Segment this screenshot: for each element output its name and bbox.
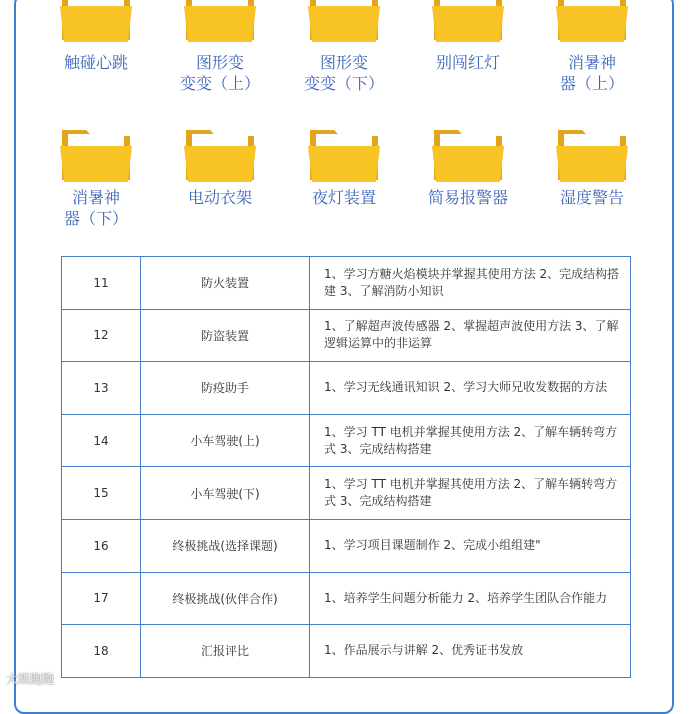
- watermark: 大班跑跑: [6, 672, 55, 686]
- lesson-number: 17: [62, 572, 141, 625]
- lesson-description: 1、学习项目课题制作 2、完成小组组建": [310, 519, 631, 572]
- lesson-number: 18: [62, 625, 141, 678]
- folder-label: 夜灯装置: [311, 188, 376, 207]
- lesson-description: 1、作品展示与讲解 2、优秀证书发放: [310, 625, 631, 678]
- folder-item[interactable]: [427, 0, 509, 207]
- folder-icon: [60, 124, 132, 182]
- lesson-name: 小车驾驶(下): [141, 467, 310, 520]
- lesson-name: 防疫助手: [141, 362, 310, 415]
- folder-label: 简易报警器: [427, 188, 508, 207]
- table-row: [62, 625, 631, 678]
- folder-label: 图形变 变变（上）: [179, 53, 260, 93]
- lesson-name: 终极挑战(伙伴合作): [141, 572, 310, 625]
- lesson-table: [61, 256, 631, 678]
- table-row: [62, 257, 631, 310]
- lesson-number: 14: [62, 414, 141, 467]
- folder-label: 湿度警告: [559, 188, 624, 207]
- table-row: [62, 309, 631, 362]
- lesson-name: 防盗装置: [141, 309, 310, 362]
- lesson-number: 11: [62, 257, 141, 310]
- folder-item[interactable]: [55, 0, 137, 228]
- folder-label: 触碰心跳: [63, 53, 128, 72]
- lesson-name: 小车驾驶(上): [141, 414, 310, 467]
- lesson-name: 汇报评比: [141, 625, 310, 678]
- folder-item[interactable]: [179, 0, 261, 207]
- lesson-description: 1、学习 TT 电机并掌握其使用方法 2、了解车辆转弯方式 3、完成结构搭建: [310, 414, 631, 467]
- table-row: [62, 362, 631, 415]
- table-row: [62, 414, 631, 467]
- lesson-number: 15: [62, 467, 141, 520]
- folder-label: 消暑神 器（下）: [63, 188, 128, 228]
- folder-icon: [432, 124, 504, 182]
- lesson-number: 12: [62, 309, 141, 362]
- lesson-number: 13: [62, 362, 141, 415]
- folder-item[interactable]: [303, 0, 385, 207]
- lesson-description: 1、了解超声波传感器 2、掌握超声波使用方法 3、了解逻辑运算中的非运算: [310, 309, 631, 362]
- table-row: [62, 519, 631, 572]
- table-row: [62, 467, 631, 520]
- folder-label: 别闯红灯: [435, 53, 500, 72]
- lesson-description: 1、学习方糖火焰模块并掌握其使用方法 2、完成结构搭建 3、了解消防小知识: [310, 257, 631, 310]
- lesson-description: 1、培养学生问题分析能力 2、培养学生团队合作能力: [310, 572, 631, 625]
- folder-label: 电动衣架: [187, 188, 252, 207]
- folder-label: 图形变 变变（下）: [303, 53, 384, 93]
- folder-icon: [308, 124, 380, 182]
- lesson-name: 防火装置: [141, 257, 310, 310]
- folder-item[interactable]: [551, 0, 633, 207]
- lesson-name: 终极挑战(选择课题): [141, 519, 310, 572]
- lesson-number: 16: [62, 519, 141, 572]
- folder-label: 消暑神 器（上）: [559, 53, 624, 93]
- lesson-description: 1、学习无线通讯知识 2、学习大师兄收发数据的方法: [310, 362, 631, 415]
- folder-icon: [556, 124, 628, 182]
- table-row: [62, 572, 631, 625]
- lesson-description: 1、学习 TT 电机并掌握其使用方法 2、了解车辆转弯方式 3、完成结构搭建: [310, 467, 631, 520]
- folder-icon: [184, 124, 256, 182]
